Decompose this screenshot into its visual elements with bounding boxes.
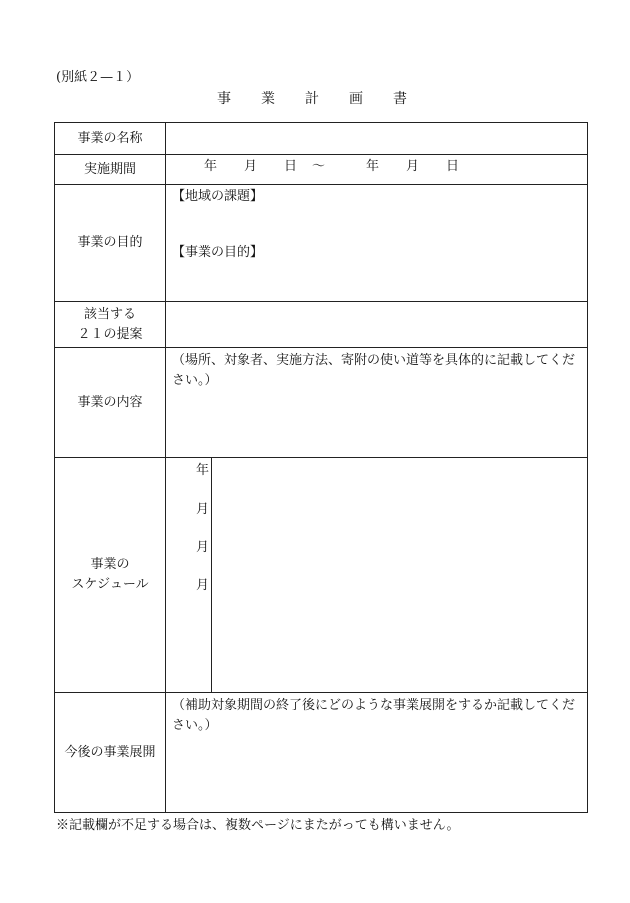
period-year-start: 年 xyxy=(204,159,218,174)
row-period xyxy=(55,155,588,185)
label-purpose: 事業の目的 xyxy=(55,185,166,302)
label-schedule-line1: 事業の xyxy=(90,557,130,572)
label-content: 事業の内容 xyxy=(55,348,166,458)
row-project-name xyxy=(55,123,588,155)
field-future[interactable] xyxy=(166,693,588,813)
row-schedule xyxy=(55,458,588,693)
field-schedule[interactable] xyxy=(166,458,588,693)
schedule-month-2: 月 xyxy=(196,540,210,555)
schedule-detail-column[interactable] xyxy=(212,458,587,692)
footnote: ※記載欄が不足する場合は、複数ページにまたがっても構いません。 xyxy=(56,818,460,833)
label-proposal xyxy=(55,302,166,348)
period-day-start: 日 xyxy=(284,159,298,174)
schedule-month-1: 月 xyxy=(196,502,210,517)
future-note: （補助対象期間の終了後にどのような事業展開をするか記載してください。） xyxy=(172,698,576,733)
schedule-date-column xyxy=(166,458,212,692)
schedule-year: 年 xyxy=(196,463,210,478)
attachment-number: (別紙２—１） xyxy=(56,70,140,85)
label-schedule xyxy=(55,458,166,693)
field-project-name[interactable] xyxy=(166,123,588,155)
period-month-end: 月 xyxy=(406,159,420,174)
field-period[interactable] xyxy=(166,155,588,185)
field-content[interactable] xyxy=(166,348,588,458)
purpose-issue-heading: 【地域の課題】 xyxy=(172,189,264,204)
row-future xyxy=(55,693,588,813)
period-separator: ～ xyxy=(312,159,326,174)
label-schedule-line2: スケジュール xyxy=(71,577,149,592)
period-year-end: 年 xyxy=(366,159,380,174)
label-future: 今後の事業展開 xyxy=(55,693,166,813)
period-month-start: 月 xyxy=(244,159,258,174)
schedule-month-3: 月 xyxy=(196,578,210,593)
label-project-name: 事業の名称 xyxy=(55,123,166,155)
row-proposal xyxy=(55,302,588,348)
period-day-end: 日 xyxy=(446,159,460,174)
content-note: （場所、対象者、実施方法、寄附の使い道等を具体的に記載してください。） xyxy=(172,353,576,388)
page-title: 事業計画書 xyxy=(217,91,437,107)
label-proposal-line1: 該当する xyxy=(83,306,136,322)
label-period: 実施期間 xyxy=(55,155,166,185)
project-plan-table xyxy=(54,122,588,813)
label-proposal-line2: ２１の提案 xyxy=(77,326,143,342)
field-proposal[interactable] xyxy=(166,302,588,348)
field-purpose[interactable] xyxy=(166,185,588,302)
row-purpose xyxy=(55,185,588,302)
purpose-goal-heading: 【事業の目的】 xyxy=(172,245,264,260)
row-content xyxy=(55,348,588,458)
